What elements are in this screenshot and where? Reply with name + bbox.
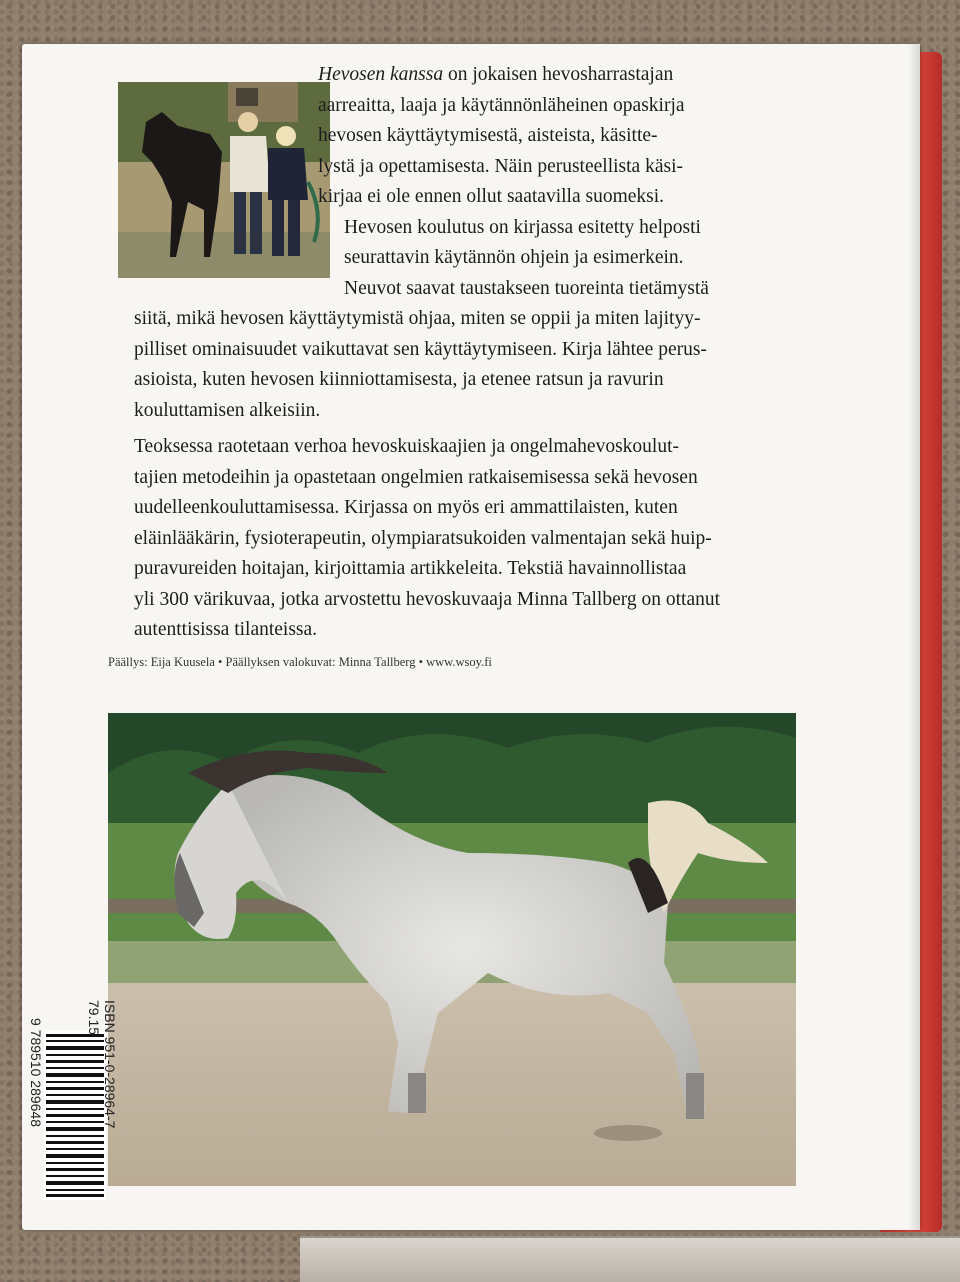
book-title-italic: Hevosen kanssa	[318, 64, 444, 85]
paragraph-line: lystä ja opettamisesta. Näin perusteellista käsi-	[318, 155, 683, 177]
paragraph-line: eläinlääkärin, fysioterapeutin, olympiaratsukoiden valmentajan sekä huip-	[134, 527, 712, 549]
photo-horse-with-people	[118, 82, 330, 278]
paragraph-line: seurattavin käytännön ohjein ja esimerkein.	[344, 247, 684, 268]
paragraph-line: yli 300 värikuvaa, jotka arvostettu hevoskuvaaja Minna Tallberg on ottanut	[134, 588, 721, 610]
paragraph-line: aarreaitta, laaja ja käytännönläheinen opaskirja	[318, 94, 685, 116]
isbn-text: ISBN 951-0-28964-7	[102, 1000, 118, 1129]
paragraph-line: kouluttamisen alkeisiin.	[134, 399, 321, 421]
description-paragraph-3	[108, 432, 798, 646]
isbn-wrap	[86, 1000, 142, 1200]
price-code: 79.15	[86, 1000, 102, 1036]
barcode-number: 9 789510 289648	[28, 1018, 44, 1127]
barcode-icon	[44, 1030, 106, 1200]
cover-credits: Päällys: Eija Kuusela • Päällyksen valokuvat: Minna Tallberg • www.wsoy.fi	[108, 655, 492, 669]
paragraph-line: asioista, kuten hevosen kiinniottamisesta, ja etenee ratsun ja ravurin	[134, 369, 664, 390]
description-paragraph-2	[134, 213, 798, 427]
paragraph-line: uudelleenkouluttamisessa. Kirjassa on myös eri ammattilaisten, kuten	[134, 497, 678, 518]
paragraph-line: Teoksessa raotetaan verhoa hevoskuiskaajien ja ongelmahevoskoulut-	[134, 436, 680, 457]
photo-grey-horse-bucking	[108, 713, 796, 1186]
description-paragraph-1: Hevosen kanssa on jokaisen hevosharrastajan aarreaitta, laaja ja käytännönläheinen opaskirja hevosen käyttäytymisestä, aisteista, käsitte- lystä ja opettamisesta. Näin perusteellista käsi- kirjaa ei ole ennen ollut saatavilla suomeksi.	[318, 60, 798, 213]
paragraph-line: Neuvot saavat taustakseen tuoreinta tietämystä	[344, 277, 709, 299]
paragraph-line: kirjaa ei ole ennen ollut saatavilla suomeksi.	[318, 186, 665, 207]
paragraph-line: puravureiden hoitajan, kirjoittamia artikkeleita. Tekstiä havainnollistaa	[134, 558, 687, 579]
paragraph-line: Hevosen koulutus on kirjassa esitetty helposti	[344, 216, 701, 238]
paragraph-line: hevosen käyttäytymisestä, aisteista, käsitte-	[318, 125, 658, 146]
book-below	[300, 1236, 960, 1282]
paragraph-line: autenttisissa tilanteissa.	[134, 619, 318, 640]
cover-description	[134, 60, 798, 646]
paragraph-line: siitä, mikä hevosen käyttäytymistä ohjaa, miten se oppii ja miten lajityy-	[134, 308, 701, 329]
paragraph-line: pilliset ominaisuudet vaikuttavat sen käyttäytymiseen. Kirja lähtee perus-	[134, 338, 707, 360]
paragraph-line: tajien metodeihin ja opastetaan ongelmien ratkaisemisessa sekä hevosen	[134, 466, 698, 488]
barcode-number-wrap	[28, 1018, 48, 1208]
